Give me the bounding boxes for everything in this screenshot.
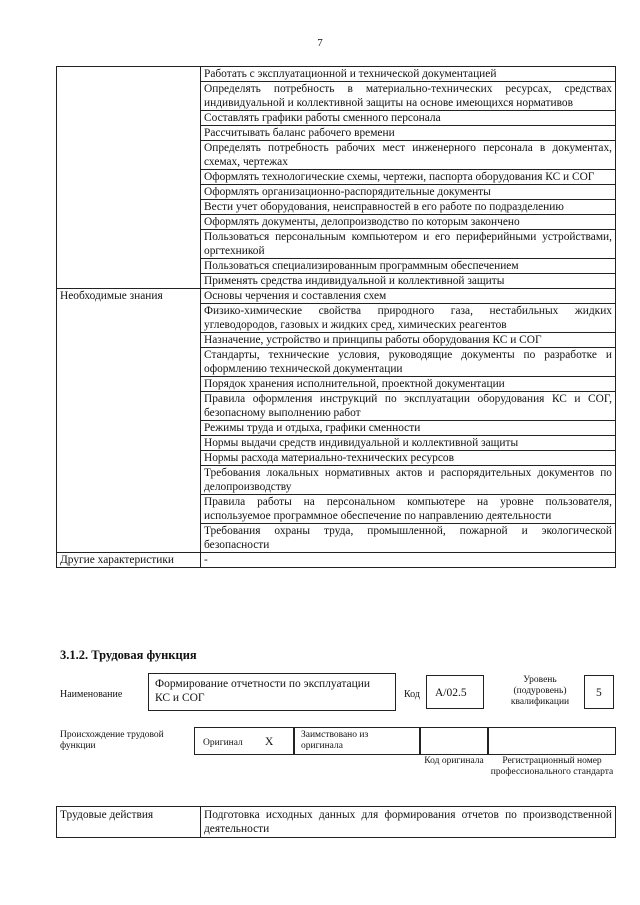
- skill-item: Определять потребность рабочих мест инженерного персонала в документах, схемах, чертежах: [201, 141, 616, 170]
- table-row: [57, 289, 616, 304]
- original-box: [194, 727, 294, 755]
- knowledge-item: Стандарты, технические условия, руководящие документы по разработке и оформлению технической документации: [201, 348, 616, 377]
- function-name-label: Наименование: [60, 689, 123, 700]
- knowledge-item: Нормы выдачи средств индивидуальной и коллективной защиты: [201, 436, 616, 451]
- code-of-original-caption: Код оригинала: [424, 756, 484, 766]
- origin-label: Происхождение трудовой функции: [60, 730, 164, 751]
- skill-item: Оформлять технологические схемы, чертежи, паспорта оборудования КС и СОГ: [201, 170, 616, 185]
- knowledge-item: Режимы труда и отдыха, графики сменности: [201, 421, 616, 436]
- reg-number-box: [488, 727, 616, 755]
- borrowed-box: [294, 727, 420, 755]
- knowledge-item: Нормы расхода материально-технических ресурсов: [201, 451, 616, 466]
- function-name-box: [148, 673, 396, 711]
- table-row: [57, 67, 616, 82]
- section-title: 3.1.2. Трудовая функция: [60, 648, 197, 662]
- original-label: Оригинал: [203, 738, 243, 748]
- skill-item: Вести учет оборудования, неисправностей в его работе по подразделению: [201, 200, 616, 215]
- knowledge-item: Физико-химические свойства природного газа, нестабильных жидких углеводородов, газовых и жидких сред, химических реагентов: [201, 304, 616, 333]
- labor-actions-table: [56, 806, 616, 838]
- knowledge-item: Требования охраны труда, промышленной, пожарной и экологической безопасности: [201, 524, 616, 553]
- skill-item: Составлять графики работы сменного персонала: [201, 111, 616, 126]
- borrowed-label: Заимствовано из оригинала: [301, 730, 369, 751]
- reg-number-caption: Регистрационный номер профессионального стандарта: [490, 756, 614, 777]
- page-number: 7: [317, 37, 323, 49]
- knowledge-item: Порядок хранения исполнительной, проектной документации: [201, 377, 616, 392]
- table-row: [57, 807, 616, 838]
- skill-item: Рассчитывать баланс рабочего времени: [201, 126, 616, 141]
- code-label: Код: [404, 689, 420, 700]
- labor-action-item: Подготовка исходных данных для формирования отчетов по производственной деятельности: [201, 807, 616, 838]
- skill-item: Пользоваться персональным компьютером и его периферийными устройствами, оргтехникой: [201, 230, 616, 259]
- table-row: [57, 553, 616, 568]
- skill-item: Пользоваться специализированным программным обеспечением: [201, 259, 616, 274]
- level-value: 5: [596, 687, 602, 699]
- knowledge-item: Основы черчения и составления схем: [201, 289, 616, 304]
- level-label: Уровень (подуровень) квалификации: [510, 675, 570, 707]
- code-box: [426, 675, 484, 709]
- function-name-value: Формирование отчетности по эксплуатации КС и СОГ: [155, 678, 371, 704]
- skill-item: Оформлять документы, делопроизводство по которым закончено: [201, 215, 616, 230]
- code-value: А/02.5: [435, 687, 467, 699]
- labor-actions-label: Трудовые действия: [57, 807, 201, 838]
- skill-item: Работать с эксплуатационной и технической документацией: [201, 67, 616, 82]
- skill-item: Оформлять организационно-распорядительные документы: [201, 185, 616, 200]
- other-characteristics-value: -: [201, 553, 616, 568]
- skill-item: Определять потребность в материально-технических ресурсах, средствах индивидуальной и коллективной защиты на основе имеющихся нормативов: [201, 82, 616, 111]
- skills-label-cell: [57, 67, 201, 289]
- original-mark: X: [265, 736, 274, 748]
- knowledge-item: Назначение, устройство и принципы работы оборудования КС и СОГ: [201, 333, 616, 348]
- knowledge-item: Требования локальных нормативных актов и распорядительных документов по делопроизводству: [201, 466, 616, 495]
- other-characteristics-label: Другие характеристики: [57, 553, 201, 568]
- knowledge-item: Правила работы на персональном компьютере на уровне пользователя, используемое программное обеспечение по направлению деятельности: [201, 495, 616, 524]
- skills-knowledge-table: [56, 66, 616, 568]
- knowledge-item: Правила оформления инструкций по эксплуатации оборудования КС и СОГ, безопасному выполнению работ: [201, 392, 616, 421]
- knowledge-label: Необходимые знания: [57, 289, 201, 553]
- level-box: [584, 675, 614, 709]
- skill-item: Применять средства индивидуальной и коллективной защиты: [201, 274, 616, 289]
- origin-code-box: [420, 727, 488, 755]
